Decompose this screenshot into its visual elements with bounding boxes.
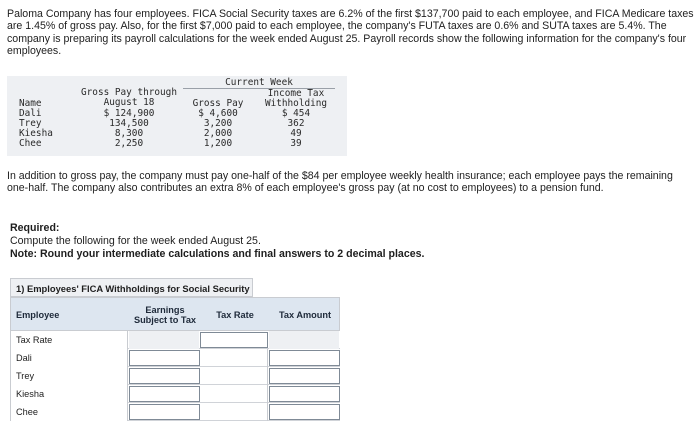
blank-cell [129,331,199,349]
answer-table-title: 1) Employees' FICA Withholdings for Social Security [10,278,253,297]
table-row [10,385,340,403]
fica-answer-table [10,278,340,447]
answer-table-header [10,297,340,331]
row-tax: 49 [290,128,302,139]
gross-pay-header: Gross Pay [192,98,244,109]
row-gross: 1,200 [203,138,233,149]
row-label: Trey [10,367,128,385]
tax-amount-input[interactable] [269,386,340,402]
row-name: Chee [19,138,42,149]
table-row [10,331,340,349]
name-header: Name [19,98,42,109]
tax-amount-input[interactable] [269,404,340,420]
income-tax-header: Income Tax Withholding [264,88,328,110]
rate-cell [200,349,268,367]
row-label: Dali [10,349,128,367]
earnings-input[interactable] [129,350,200,366]
current-week-header: Current Week [183,78,335,89]
tax-rate-column-header: Tax Rate [216,310,254,320]
ytd-header: Gross Pay through August 18 [81,87,177,109]
row-ytd: 8,300 [114,128,144,139]
rounding-note: Note: Round your intermediate calculations and final answers to 2 decimal places. [10,248,425,260]
earnings-input[interactable] [129,404,200,420]
row-label: Tax Rate [10,331,128,349]
tax-rate-input[interactable] [200,332,268,348]
problem-intro: Paloma Company has four employees. FICA Social Security taxes are 6.2% of the first $137,700 paid to each employee, and FICA Medicare taxes are 1.45% of gross pay. Also, for the first $7,000 paid to each employee, the company's FUTA taxes are 0.6% and SUTA taxes are 5.4%. The company is preparing its payroll calculations for the week ended August 25. Payroll records show the following information for the company's four employees. [7,8,694,58]
row-gross: 2,000 [203,128,233,139]
tax-amount-column-header: Tax Amount [278,310,332,320]
blank-cell [269,331,339,349]
table-row [10,349,340,367]
row-label: Kiesha [10,385,128,403]
row-name: Trey [19,118,42,129]
row-ytd: 134,500 [109,118,149,129]
table-row [10,403,340,421]
tax-amount-input[interactable] [269,350,340,366]
payroll-data-table [7,76,347,156]
rate-cell [200,385,268,403]
rate-cell [200,403,268,421]
earnings-column-header: Earnings Subject to Tax [133,305,197,325]
tax-amount-input[interactable] [269,368,340,384]
row-ytd: 2,250 [114,138,144,149]
required-text: Compute the following for the week ended August 25. [10,235,261,247]
rate-cell [200,367,268,385]
row-label: Chee [10,403,128,421]
required-heading: Required: [10,222,60,234]
row-tax: 362 [287,118,305,129]
row-gross: $ 4,600 [198,108,238,119]
row-name: Kiesha [19,128,53,139]
employee-column-header: Employee [16,310,60,320]
table-row [10,367,340,385]
problem-paragraph: In addition to gross pay, the company must pay one-half of the $84 per employee weekly health insurance; each employee pays the remaining one-half. The company also contributes an extra 8% of each employee's gross pay (at no cost to employees) to a pension fund. [7,170,673,195]
row-name: Dali [19,108,42,119]
earnings-input[interactable] [129,386,200,402]
row-gross: 3,200 [203,118,233,129]
row-tax: 39 [290,138,302,149]
row-ytd: $ 124,900 [103,108,155,119]
row-tax: $ 454 [281,108,311,119]
earnings-input[interactable] [129,368,200,384]
